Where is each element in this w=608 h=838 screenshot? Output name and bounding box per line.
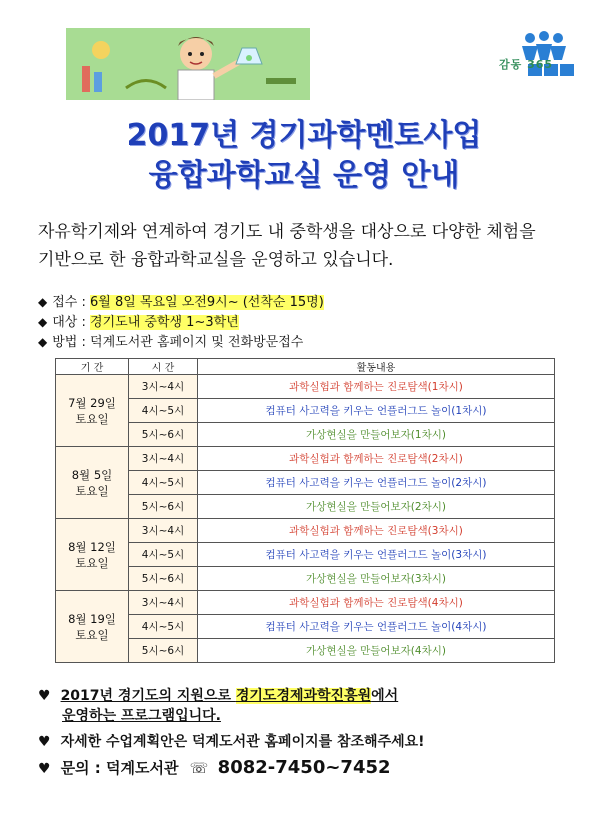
activity-cell: 가상현실을 만들어보자(3차시) xyxy=(198,567,555,591)
registration-value: 6월 8일 목요일 오전9시~ (선착순 15명) xyxy=(90,295,324,310)
note-plan: ♥ 자세한 수업계획안은 덕계도서관 홈페이지를 참조해주세요! xyxy=(38,734,425,750)
table-row xyxy=(56,639,555,663)
time-cell: 4시~5시 xyxy=(129,615,198,639)
period-cell: 8월 12일 토요일 xyxy=(56,519,129,591)
time-cell: 3시~4시 xyxy=(129,375,198,399)
diamond-icon: ◆ xyxy=(38,295,48,309)
contact-phone: 8082-7450~7452 xyxy=(217,757,391,778)
method-value: 덕계도서관 홈페이지 및 전화방문접수 xyxy=(90,335,304,350)
activity-cell: 컴퓨터 사고력을 키우는 언플러그드 놀이(1차시) xyxy=(198,399,555,423)
table-row xyxy=(56,375,555,399)
time-cell: 5시~6시 xyxy=(129,495,198,519)
activity-cell: 가상현실을 만들어보자(2차시) xyxy=(198,495,555,519)
table-row xyxy=(56,591,555,615)
target-value: 경기도내 중학생 1~3학년 xyxy=(90,315,239,330)
time-cell: 5시~6시 xyxy=(129,423,198,447)
time-cell: 4시~5시 xyxy=(129,543,198,567)
table-row xyxy=(56,423,555,447)
time-cell: 4시~5시 xyxy=(129,399,198,423)
table-row xyxy=(56,543,555,567)
time-cell: 4시~5시 xyxy=(129,471,198,495)
table-row xyxy=(56,471,555,495)
table-row xyxy=(56,519,555,543)
intro-paragraph xyxy=(38,218,586,274)
activity-cell: 컴퓨터 사고력을 키우는 언플러그드 놀이(2차시) xyxy=(198,471,555,495)
intro-line1: 자유학기제와 연계하여 경기도 내 중학생을 대상으로 다양한 체험을 xyxy=(38,222,536,242)
activity-cell: 컴퓨터 사고력을 키우는 언플러그드 놀이(3차시) xyxy=(198,543,555,567)
activity-cell: 과학실험과 함께하는 진로탐색(4차시) xyxy=(198,591,555,615)
activity-cell: 과학실험과 함께하는 진로탐색(2차시) xyxy=(198,447,555,471)
header-period: 기 간 xyxy=(56,359,129,375)
scientist-banner-image xyxy=(66,28,310,100)
info-method: ◆ 방법 : 덕계도서관 홈페이지 및 전화방문접수 xyxy=(38,335,304,350)
info-registration: ◆ 접수 : 6월 8일 목요일 오전9시~ (선착순 15명) xyxy=(38,295,324,310)
note-sponsor-line2: 운영하는 프로그램입니다. xyxy=(62,708,221,724)
period-cell: 7월 29일 토요일 xyxy=(56,375,129,447)
activity-cell: 컴퓨터 사고력을 키우는 언플러그드 놀이(4차시) xyxy=(198,615,555,639)
table-row xyxy=(56,495,555,519)
activity-cell: 가상현실을 만들어보자(1차시) xyxy=(198,423,555,447)
page-title-line2: 융합과학교실 운영 안내 xyxy=(148,158,460,193)
phone-icon: ☏ xyxy=(189,759,209,777)
time-cell: 3시~4시 xyxy=(129,519,198,543)
diamond-icon: ◆ xyxy=(38,315,48,329)
page-title-line1: 2017년 경기과학멘토사업 xyxy=(126,118,482,153)
heart-icon: ♥ xyxy=(38,688,51,704)
table-row xyxy=(56,447,555,471)
note-sponsor: ♥ 2017년 경기도의 지원으로 경기도경제과학진흥원에서 운영하는 프로그램입니다. xyxy=(38,688,399,724)
activity-cell: 가상현실을 만들어보자(4차시) xyxy=(198,639,555,663)
activity-cell: 과학실험과 함께하는 진로탐색(1차시) xyxy=(198,375,555,399)
intro-line2: 기반으로 한 융합과학교실을 운영하고 있습니다. xyxy=(38,250,394,270)
period-cell: 8월 19일 토요일 xyxy=(56,591,129,663)
info-target: ◆ 대상 : 경기도내 중학생 1~3학년 xyxy=(38,315,239,330)
table-header-row xyxy=(56,359,555,375)
table-row xyxy=(56,567,555,591)
time-cell: 3시~4시 xyxy=(129,591,198,615)
header-time: 시 간 xyxy=(129,359,198,375)
note-contact: ♥ 문의 : 덕계도서관 ☏ 8082-7450~7452 xyxy=(38,757,391,778)
period-cell: 8월 5일 토요일 xyxy=(56,447,129,519)
time-cell: 5시~6시 xyxy=(129,639,198,663)
heart-icon: ♥ xyxy=(38,761,51,777)
table-row xyxy=(56,615,555,639)
sponsor-org: 경기도경제과학진흥원 xyxy=(235,688,372,704)
activity-cell: 과학실험과 함께하는 진로탐색(3차시) xyxy=(198,519,555,543)
header-activity: 활동내용 xyxy=(198,359,555,375)
time-cell: 3시~4시 xyxy=(129,447,198,471)
time-cell: 5시~6시 xyxy=(129,567,198,591)
heart-icon: ♥ xyxy=(38,734,51,750)
diamond-icon: ◆ xyxy=(38,335,48,349)
table-row xyxy=(56,399,555,423)
logo-text: 감동 365 xyxy=(499,58,554,71)
schedule-table xyxy=(55,358,555,663)
